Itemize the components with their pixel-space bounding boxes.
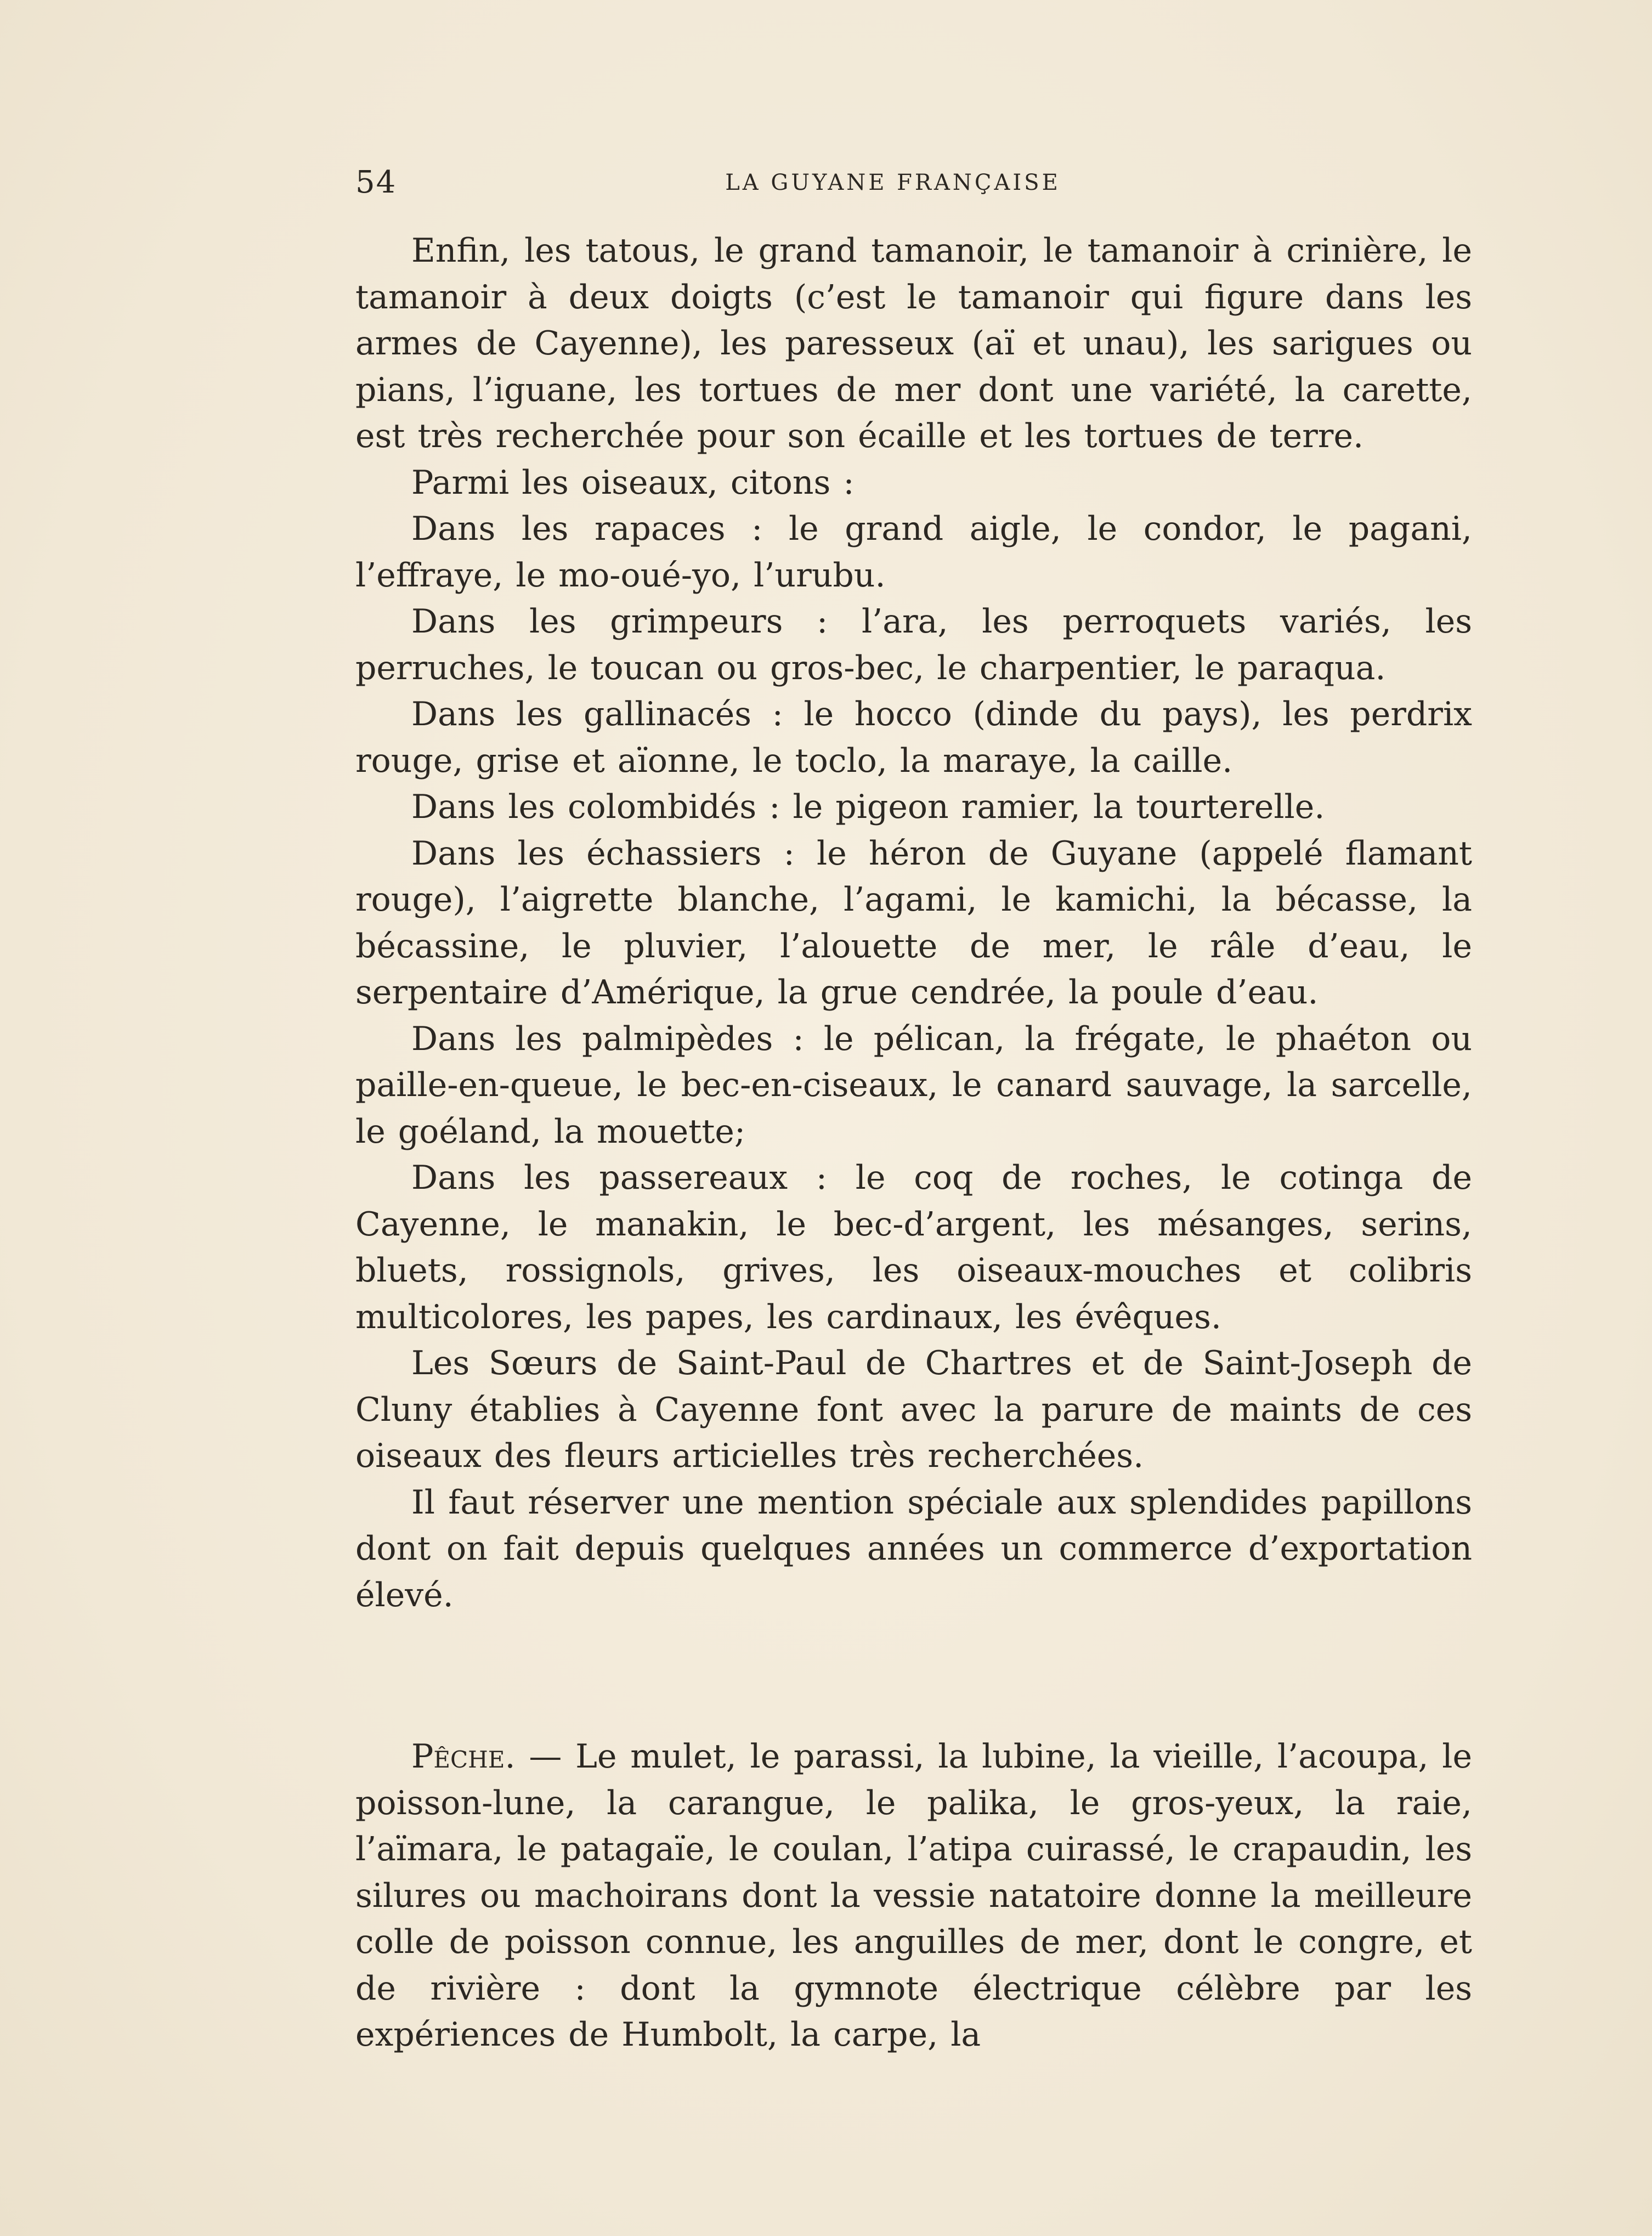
peche-body: Le mulet, le parassi, la lubine, la vieille, l’acoupa, le poisson-lune, la carangue, le palika, le gros-yeux, la raie, l’aïmara, le patagaïe, le coulan, l’atipa cuirassé, le crapaudin, les silures ou machoirans dont la vessie natatoire donne la meilleure colle de poisson connue, les anguilles de mer, dont le congre, et de rivière : dont la gymnote électrique célèbre par les expériences de Humbolt, la carpe, la <box>355 1737 1472 2054</box>
paragraph-colombides: Dans les colombidés : le pigeon ramier, la tourterelle. <box>411 788 1325 826</box>
page-number: 54 <box>355 165 397 200</box>
paragraph-peche <box>355 1734 1472 2058</box>
peche-heading: Pêche. <box>411 1737 516 1776</box>
paragraph-papillons: Il faut réserver une mention spéciale aux splendides papillons dont on fait depuis quelques années un commerce d’exportation élevé. <box>355 1483 1472 1614</box>
paragraph-rapaces: Dans les rapaces : le grand aigle, le condor, le pagani, l’effraye, le mo-oué-yo, l’urubu. <box>355 510 1472 595</box>
body-text <box>355 228 1472 2058</box>
page-header <box>355 165 1472 214</box>
paragraph-mammals: Enfin, les tatous, le grand tamanoir, le tamanoir à crinière, le tamanoir à deux doigts (c’est le tamanoir qui figure dans les armes de Cayenne), les paresseux (aï et unau), les sarigues ou pians, l’iguane, les tortues de mer dont une variété, la carette, est très recherchée pour son écaille et les tortues de terre. <box>355 231 1472 455</box>
peche-dash: — <box>515 1737 576 1776</box>
paragraph-gallinaces: Dans les gallinacés : le hocco (dinde du pays), les perdrix rouge, grise et aïonne, le toclo, la maraye, la caille. <box>355 695 1472 780</box>
section-spacer <box>355 1618 1472 1734</box>
paragraph-echassiers: Dans les échassiers : le héron de Guyane (appelé flamant rouge), l’aigrette blanche, l’agami, le kamichi, la bécasse, la bécassine, le pluvier, l’alouette de mer, le râle d’eau, le serpentaire d’Amérique, la grue cendrée, la poule d’eau. <box>355 834 1472 1012</box>
paragraph-soeurs: Les Sœurs de Saint-Paul de Chartres et de Saint-Joseph de Cluny établies à Cayenne font avec la parure de maints de ces oiseaux des fleurs articielles très recherchées. <box>355 1344 1472 1475</box>
running-title: LA GUYANE FRANÇAISE <box>725 170 1061 195</box>
paragraph-grimpeurs: Dans les grimpeurs : l’ara, les perroquets variés, les perruches, le toucan ou gros-bec, le charpentier, le paraqua. <box>355 602 1472 687</box>
paragraph-birds-intro: Parmi les oiseaux, citons : <box>411 463 855 502</box>
paragraph-passereaux: Dans les passereaux : le coq de roches, le cotinga de Cayenne, le manakin, le bec-d’argent, les mésanges, serins, bluets, rossignols, grives, les oiseaux-mouches et colibris multicolores, les papes, les cardinaux, les évêques. <box>355 1159 1472 1336</box>
paragraph-palmipedes: Dans les palmipèdes : le pélican, la frégate, le phaéton ou paille-en-queue, le bec-en-ciseaux, le canard sauvage, la sarcelle, le goéland, la mouette; <box>355 1019 1472 1151</box>
